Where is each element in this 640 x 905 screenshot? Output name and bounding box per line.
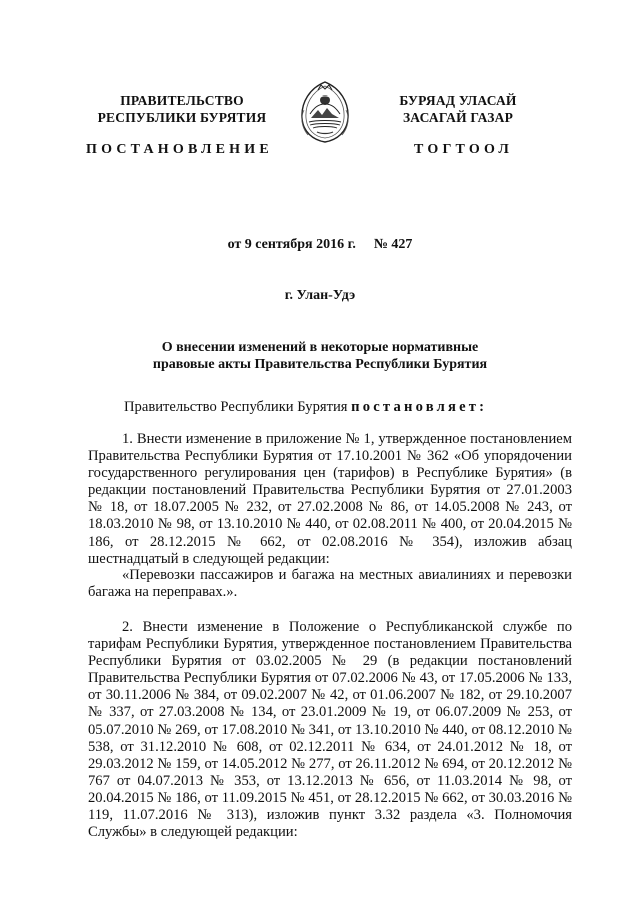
intro-prefix: Правительство Республики Бурятия xyxy=(124,399,348,415)
paragraph-1: 1. Внести изменение в приложение № 1, утвержденное постановлением Правительства Республики Бурятия от 17.10.2001 № 362 «Об упорядочении государственного регулирования цен (тарифов) в Республике Бурятия» (в редакции постановлений Правительства Республики Бурятия от 27.01.2003 № 18, от 18.07.2005 № 232, от 27.02.2008 № 86, от 14.05.2008 № 243, от 18.03.2010 № 98, от 13.10.2010 № 440, от 02.08.2011 № 400, от 20.04.2015 № 186, от 28.12.2015 № 662, от 02.08.2016 № 354), изложив абзац шестнадцатый в следующей редакции: xyxy=(88,431,572,567)
government-name-line2: РЕСПУБЛИКИ БУРЯТИЯ xyxy=(97,110,267,125)
document-type-russian: ПОСТАНОВЛЕНИЕ xyxy=(86,142,273,157)
government-name-buryat-line2: ЗАСАГАЙ ГАЗАР xyxy=(402,110,514,125)
paragraph-2: 2. Внести изменение в Положение о Республиканской службе по тарифам Республики Бурятия, утвержденное постановлением Правительства Республики Бурятия от 03.02.2005 № 29 (в редакции постановлений Правительства Республики Бурятия от 07.02.2006 № 43, от 17.05.2006 № 133, от 30.11.2006 № 384, от 09.02.2007 № 42, от 01.06.2007 № 182, от 29.10.2007 № 337, от 27.03.2008 № 134, от 23.01.2009 № 19, от 06.07.2009 № 253, от 05.07.2010 № 269, от 17.08.2010 № 341, от 13.10.2010 № 440, от 08.12.2010 № 538, от 31.12.2010 № 608, от 02.12.2011 № 634, от 24.01.2012 № 18, от 29.03.2012 № 159, от 14.05.2012 № 277, от 26.11.2012 № 694, от 20.12.2012 № 767 от 04.07.2013 № 353, от 13.12.2013 № 656, от 11.03.2014 № 98, от 20.04.2015 № 186, от 11.09.2015 № 451, от 28.12.2015 № 662, от 30.03.2016 № 119, 11.07.2016 № 313), изложив пункт 3.32 раздела «3. Полномочия Службы» в следующей редакции: xyxy=(88,619,572,841)
decree-title-line1: О внесении изменений в некоторые нормативные xyxy=(161,340,479,355)
paragraph-1-quote: «Перевозки пассажиров и багажа на местных авиалиниях и перевозки багажа на переправах.». xyxy=(88,567,572,601)
decree-intro xyxy=(124,399,564,416)
decree-title-line2: правовые акты Правительства Республики Бурятия xyxy=(152,357,488,372)
decree-date-line xyxy=(0,236,640,253)
decree-title xyxy=(120,339,520,373)
government-name-line1: ПРАВИТЕЛЬСТВО xyxy=(120,93,244,108)
coat-of-arms-of-buryatia-icon xyxy=(296,80,354,144)
intro-decrees: постановляет: xyxy=(351,399,488,415)
document-type-buryat: ТОГТООЛ xyxy=(414,142,514,157)
government-name-buryat xyxy=(370,92,546,126)
decree-city: г. Улан-Удэ xyxy=(284,288,356,303)
decree-date: от 9 сентября 2016 г. xyxy=(227,237,356,252)
government-name-russian xyxy=(84,92,280,126)
decree-number: № 427 xyxy=(373,237,413,252)
government-name-buryat-line1: БУРЯАД УЛАСАЙ xyxy=(399,93,517,108)
